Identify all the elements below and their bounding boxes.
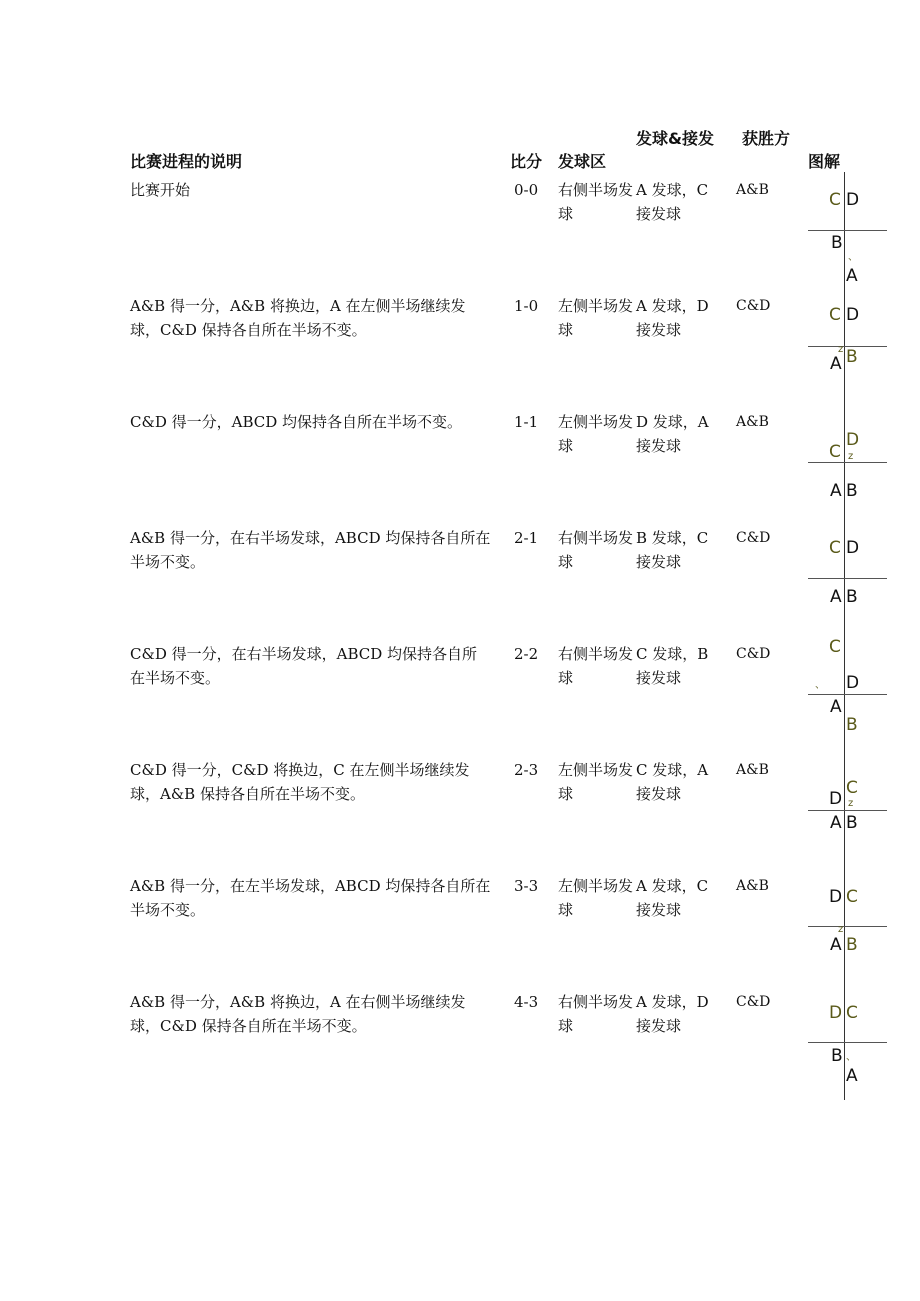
header-serve: 发球&接发 <box>636 129 714 148</box>
court-center-line <box>844 172 845 1100</box>
player-label: A <box>830 935 842 955</box>
player-label: D <box>846 538 860 558</box>
header-zone: 发球区 <box>558 152 607 171</box>
player-label: C <box>846 1003 858 1023</box>
row-score: 1-0 <box>514 297 539 315</box>
player-label: C <box>846 887 858 907</box>
player-label: B <box>846 587 858 607</box>
court-net-line <box>808 578 887 579</box>
row-score: 2-2 <box>514 645 539 663</box>
row-serve-receive: A 发球，D 接发球 <box>636 297 709 339</box>
player-label: D <box>846 305 860 325</box>
player-label: B <box>831 1046 843 1066</box>
player-label: B <box>846 481 858 501</box>
header-score: 比分 <box>510 152 543 171</box>
row-score: 2-3 <box>514 761 539 779</box>
court-net-line <box>808 926 887 927</box>
player-label: A <box>830 697 842 717</box>
player-label: C <box>829 442 841 462</box>
row-serve-receive: B 发球，C 接发球 <box>636 529 709 571</box>
row-score: 0-0 <box>514 181 539 199</box>
row-serve-zone: 右侧半场发球 <box>558 645 634 687</box>
court-net-line <box>808 810 887 811</box>
player-label: A <box>846 266 858 286</box>
row-winner: A&B <box>736 878 769 894</box>
row-score: 2-1 <box>514 529 539 547</box>
header-desc: 比赛进程的说明 <box>130 152 243 171</box>
table-row <box>0 526 920 642</box>
row-winner: C&D <box>736 530 771 546</box>
row-serve-zone: 右侧半场发球 <box>558 993 634 1035</box>
row-description: A&B 得一分，A&B 将换边，A 在左侧半场继续发球，C&D 保持各自所在半场不变。 <box>130 297 466 339</box>
row-serve-receive: A 发球，D 接发球 <box>636 993 709 1035</box>
table-row <box>0 990 920 1106</box>
table-row <box>0 874 920 990</box>
player-label: D <box>846 430 860 450</box>
player-label: D <box>846 190 860 210</box>
player-label: B <box>831 233 843 253</box>
player-label: C <box>829 538 841 558</box>
court-net-line <box>808 230 887 231</box>
row-serve-zone: 左侧半场发球 <box>558 877 634 919</box>
row-description: C&D 得一分，在右半场发球，ABCD 均保持各自所在半场不变。 <box>130 645 478 687</box>
court-net-line <box>808 462 887 463</box>
header-winner: 获胜方 <box>742 129 791 148</box>
player-label: A <box>830 813 842 833</box>
row-serve-receive: A 发球，C 接发球 <box>636 877 709 919</box>
row-winner: A&B <box>736 182 769 198</box>
row-serve-receive: D 发球，A 接发球 <box>636 413 709 455</box>
player-label: B <box>846 935 858 955</box>
row-serve-zone: 左侧半场发球 <box>558 413 634 455</box>
row-description: A&B 得一分，A&B 将换边，A 在右侧半场继续发球，C&D 保持各自所在半场不变。 <box>130 993 466 1035</box>
player-label: C <box>829 637 841 657</box>
row-winner: C&D <box>736 298 771 314</box>
row-description: A&B 得一分，在右半场发球，ABCD 均保持各自所在半场不变。 <box>130 529 491 571</box>
accent-mark: z <box>848 798 854 809</box>
accent-mark: 、 <box>846 1052 856 1063</box>
row-description: 比赛开始 <box>130 181 191 199</box>
row-serve-receive: A 发球，C 接发球 <box>636 181 709 223</box>
accent-mark: z <box>838 344 844 355</box>
row-serve-zone: 左侧半场发球 <box>558 297 634 339</box>
accent-mark: 、 <box>848 252 858 263</box>
player-label: D <box>829 789 843 809</box>
court-net-line <box>808 694 887 695</box>
accent-mark: z <box>838 924 844 935</box>
row-serve-zone: 左侧半场发球 <box>558 761 634 803</box>
row-winner: C&D <box>736 646 771 662</box>
player-label: C <box>829 305 841 325</box>
accent-mark: z <box>848 451 854 462</box>
player-label: A <box>830 354 842 374</box>
player-label: B <box>846 813 858 833</box>
player-label: A <box>830 481 842 501</box>
table-row <box>0 178 920 294</box>
player-label: A <box>846 1066 858 1086</box>
player-label: B <box>846 347 858 367</box>
player-label: D <box>829 887 843 907</box>
row-score: 3-3 <box>514 877 539 895</box>
row-description: C&D 得一分，ABCD 均保持各自所在半场不变。 <box>130 413 463 431</box>
row-winner: A&B <box>736 762 769 778</box>
row-serve-receive: C 发球，B 接发球 <box>636 645 709 687</box>
table-row <box>0 410 920 526</box>
player-label: D <box>846 673 860 693</box>
accent-mark: 、 <box>815 680 825 691</box>
header-diagram: 图解 <box>808 152 841 171</box>
table-row <box>0 294 920 410</box>
player-label: C <box>846 778 858 798</box>
table-row <box>0 758 920 874</box>
row-serve-receive: C 发球，A 接发球 <box>636 761 709 803</box>
row-score: 1-1 <box>514 413 539 431</box>
row-winner: A&B <box>736 414 769 430</box>
court-net-line <box>808 1042 887 1043</box>
player-label: B <box>846 715 858 735</box>
player-label: D <box>829 1003 843 1023</box>
player-label: A <box>830 587 842 607</box>
row-winner: C&D <box>736 994 771 1010</box>
row-description: C&D 得一分，C&D 将换边，C 在左侧半场继续发球，A&B 保持各自所在半场不变。 <box>130 761 470 803</box>
row-serve-zone: 右侧半场发球 <box>558 181 634 223</box>
row-serve-zone: 右侧半场发球 <box>558 529 634 571</box>
row-description: A&B 得一分，在左半场发球，ABCD 均保持各自所在半场不变。 <box>130 877 491 919</box>
table-row <box>0 642 920 758</box>
row-score: 4-3 <box>514 993 539 1011</box>
player-label: C <box>829 190 841 210</box>
